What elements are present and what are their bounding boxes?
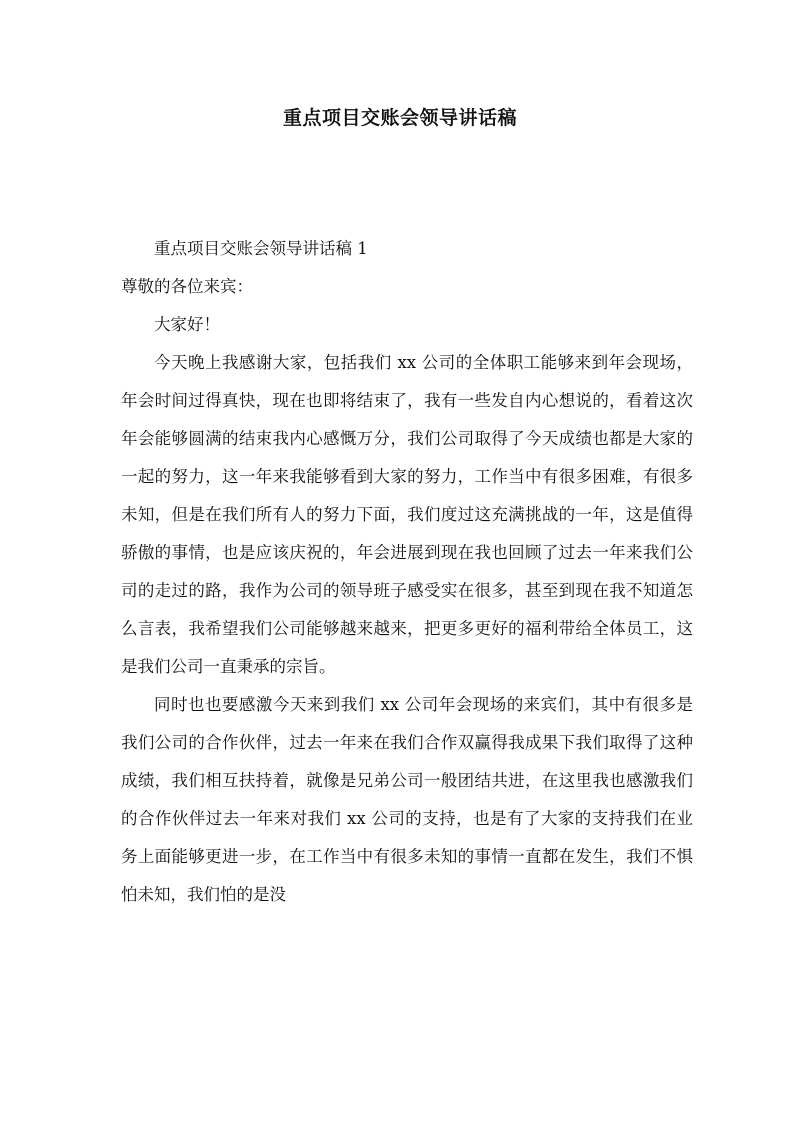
section-heading: 重点项目交账会领导讲话稿 1 xyxy=(154,239,368,258)
salutation: 尊敬的各位来宾： xyxy=(121,277,253,296)
document-body xyxy=(121,230,693,914)
document-title: 重点项目交账会领导讲话稿 xyxy=(282,107,517,129)
body-paragraph: 今天晚上我感谢大家，包括我们 xx 公司的全体职工能够来到年会现场，年会时间过得真快，现在也即将结束了，我有一些发自内心想说的，看着这次年会能够圆满的结束我内心感慨万分，我们公司取得了今天成绩也都是大家的一起的努力，这一年来我能够看到大家的努力，工作当中有很多困难，有很多未知，但是在我们所有人的努力下面，我们度过这充满挑战的一年，这是值得骄傲的事情，也是应该庆祝的，年会进展到现在我也回顾了过去一年来我们公司的走过的路，我作为公司的领导班子感受实在很多，甚至到现在我不知道怎么言表，我希望我们公司能够越来越来，把更多更好的福利带给全体员工，这是我们公司一直秉承的宗旨。 xyxy=(121,353,693,676)
body-paragraph: 同时也也要感激今天来到我们 xx 公司年会现场的来宾们，其中有很多是我们公司的合作伙伴，过去一年来在我们合作双赢得我成果下我们取得了这种成绩，我们相互扶持着，就像是兄弟公司一般团结共进，在这里我也感激我们的合作伙伴过去一年来对我们 xx 公司的支持，也是有了大家的支持我们在业务上面能够更进一步，在工作当中有很多未知的事情一直都在发生，我们不惧怕未知，我们怕的是没 xyxy=(121,695,693,904)
greeting: 大家好！ xyxy=(154,315,220,334)
